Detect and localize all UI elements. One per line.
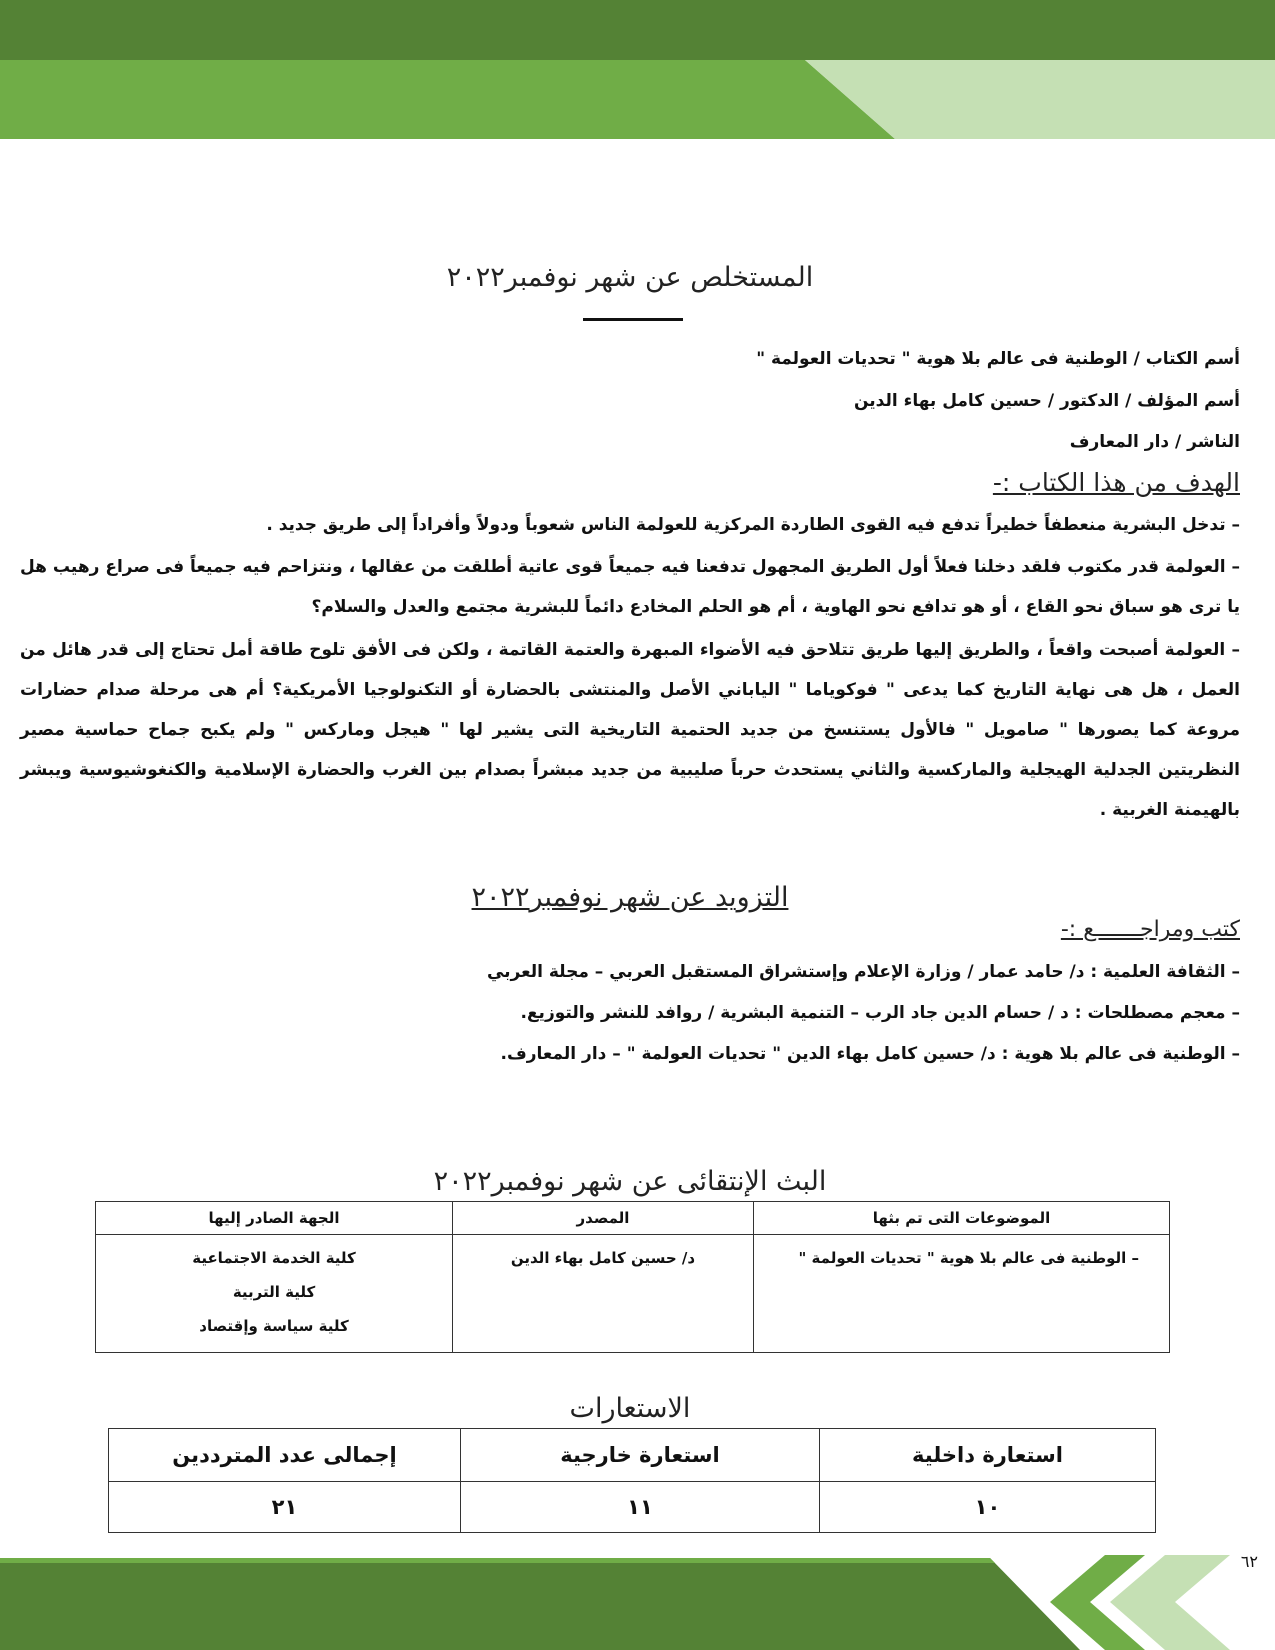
table-row <box>109 1482 1156 1533</box>
broadcast-title: البث الإنتقائى عن شهر نوفمبر٢٠٢٢ <box>433 1166 827 1197</box>
external-loans-value: ١١ <box>461 1482 820 1533</box>
table-header: المصدر <box>453 1202 754 1235</box>
recipient: كلية الخدمة الاجتماعية <box>192 1249 356 1267</box>
broadcast-table <box>95 1201 1170 1353</box>
header-banner <box>0 0 1275 140</box>
internal-loans-value: ١٠ <box>820 1482 1156 1533</box>
books-heading: كتب ومراجـــــــع :- <box>1060 917 1240 942</box>
table-header: الجهة الصادر إليها <box>96 1202 453 1235</box>
table-header: استعارة خارجية <box>461 1429 820 1482</box>
footer-banner <box>0 1555 1275 1650</box>
goal-paragraph-2: – العولمة قدر مكتوب فلقد دخلنا فعلاً أول الطريق المجهول تدفعنا فيه جميعاً قوى عاتية أطلقت من عقالها ، ونتزاحم فيه جميعاً فى صراع رهيب هل يا ترى هو سباق نحو القاع ، أو هو تدافع نحو الهاوية ، أم هو الحلم المخادع دائماً للبشرية مجتمع والعدل والسلام؟ <box>20 557 1240 617</box>
goal-heading: الهدف من هذا الكتاب :- <box>992 468 1240 497</box>
page-number: ٦٢ <box>1240 1552 1258 1571</box>
table-header: الموضوعات التى تم بثها <box>754 1202 1170 1235</box>
recipient: كلية التربية <box>232 1283 316 1301</box>
book-title-line: أسم الكتاب / الوطنية فى عالم بلا هوية " تحديات العولمة " <box>756 349 1240 369</box>
goal-paragraph-3: – العولمة أصبحت واقعاً ، والطريق إليها طريق تتلاحق فيه الأضواء المبهرة والعتمة القاتمة ، ولكن فى الأفق تلوح طاقة أمل تحتاج إلى قدر هائل من العمل ، هل هى نهاية التاريخ كما يدعى " فوكوياما " الياباني الأصل والمنتشى بالحضارة أو التكنولوجيا الأمريكية؟ أم هى مرحلة صدام حضارات مروعة كما يصورها " صامويل " فالأول يستنسخ من جديد الحتمية التاريخية التى يشير لها " هيجل وماركس " ولم يكبح جماح حماسية مصير النظريتين الجدلية الهيجلية والماركسية والثاني يستحدث حرباً صليبية من جديد مبشراً بصدام بين الغرب والحضارة الإسلامية والكنغوشيوسية ويبشر بالهيمنة الغربية . <box>20 640 1240 820</box>
recipients-cell <box>96 1235 453 1353</box>
loans-title: الاستعارات <box>569 1393 691 1424</box>
loans-table <box>108 1428 1156 1533</box>
summary-title: المستخلص عن شهر نوفمبر٢٠٢٢ <box>446 262 814 293</box>
recipient: كلية سياسة وإقتصاد <box>199 1317 349 1335</box>
acquisition-item: – الوطنية فى عالم بلا هوية : د/ حسين كامل بهاء الدين " تحديات العولمة " – دار المعارف. <box>500 1044 1240 1064</box>
acquisition-title: التزويد عن شهر نوفمبر٢٠٢٢ <box>471 882 789 913</box>
topic-cell: – الوطنية فى عالم بلا هوية " تحديات العولمة " <box>754 1235 1170 1353</box>
acquisition-item: – الثقافة العلمية : د/ حامد عمار / وزارة الإعلام وإستشراق المستقبل العربي – مجلة العربي <box>486 962 1240 982</box>
table-header: استعارة داخلية <box>820 1429 1156 1482</box>
source-cell: د/ حسين كامل بهاء الدين <box>453 1235 754 1353</box>
table-header-row <box>109 1429 1156 1482</box>
author-line: أسم المؤلف / الدكتور / حسين كامل بهاء الدين <box>854 391 1240 411</box>
table-header-row <box>96 1202 1170 1235</box>
table-row <box>96 1235 1170 1353</box>
goal-paragraph-1: – تدخل البشرية منعطفاً خطيراً تدفع فيه القوى الطاردة المركزية للعولمة الناس شعوباً ودولاً وأفراداً إلى طريق جديد . <box>266 515 1240 535</box>
publisher-line: الناشر / دار المعارف <box>1069 432 1240 452</box>
acquisition-item: – معجم مصطلحات : د / حسام الدين جاد الرب – التنمية البشرية / روافد للنشر والتوزيع. <box>520 1003 1240 1023</box>
title-underline <box>583 318 683 321</box>
table-header: إجمالى عدد المترددين <box>109 1429 461 1482</box>
total-visitors-value: ٢١ <box>109 1482 461 1533</box>
